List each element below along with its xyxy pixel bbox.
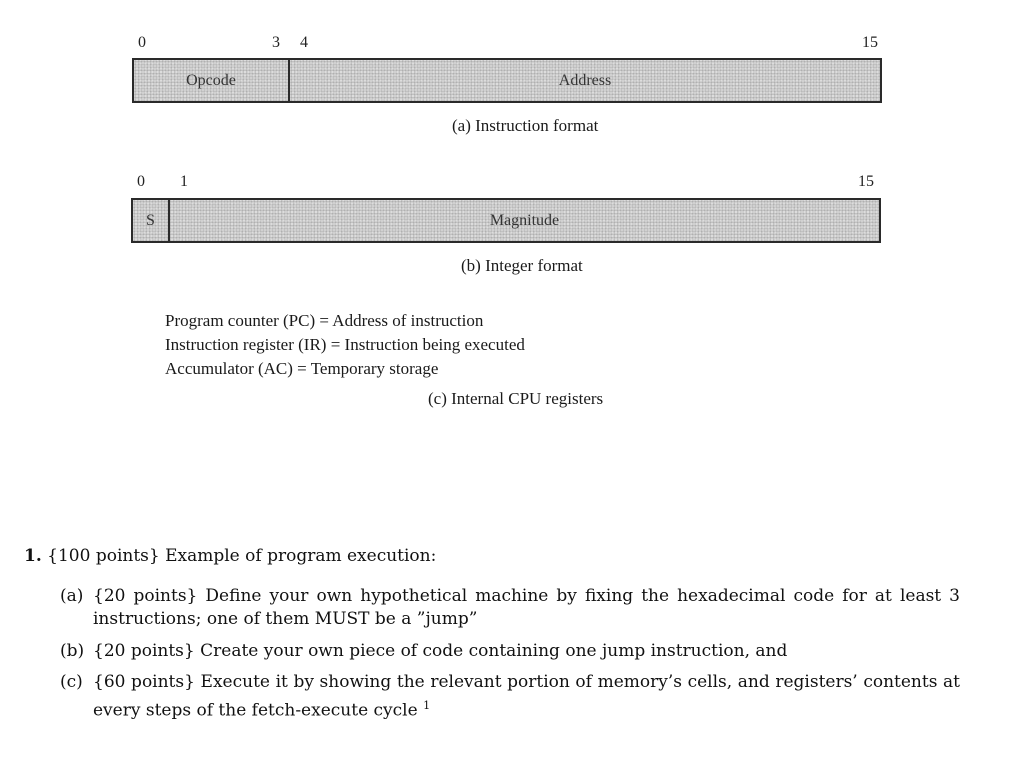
problem-part-b: [60, 640, 960, 663]
problem-number: 1.: [24, 546, 42, 566]
bit-label-0: 0: [138, 34, 146, 51]
register-pc-line: Program counter (PC) = Address of instruction: [165, 311, 484, 330]
sign-field: S: [133, 200, 170, 241]
part-label: (a): [60, 586, 84, 606]
problem-heading: [24, 546, 436, 566]
instruction-format-caption: (a) Instruction format: [452, 116, 599, 135]
bit-label-1: 1: [180, 173, 188, 190]
part-label: (b): [60, 641, 85, 661]
integer-format-caption: (b) Integer format: [461, 256, 583, 275]
register-list: [165, 309, 685, 381]
address-field: Address: [558, 71, 612, 89]
part-text-wrap: [93, 671, 960, 723]
opcode-field: Opcode: [134, 60, 290, 101]
register-ir-line: Instruction register (IR) = Instruction being executed: [165, 335, 525, 354]
integer-box: [131, 198, 881, 243]
cpu-registers-caption: (c) Internal CPU registers: [428, 389, 604, 408]
footnote-marker: 1: [423, 699, 431, 712]
problem-part-a: [60, 585, 960, 631]
register-ac-line: Accumulator (AC) = Temporary storage: [165, 359, 439, 378]
bit-label-15: 15: [858, 173, 874, 190]
bit-label-3: 3: [272, 34, 280, 51]
part-text: {60 points} Execute it by showing the relevant portion of memory’s cells, and registers’ contents at every steps of the fetch-execute cycle: [93, 672, 960, 721]
problem-part-c: [60, 671, 960, 723]
magnitude-field: Magnitude: [489, 211, 560, 229]
part-text: {20 points} Define your own hypothetical machine by fixing the hexadecimal code for at least 3 instructions; one of them MUST be a ”jump”: [93, 586, 960, 629]
problem-intro: {100 points} Example of program execution:: [47, 546, 437, 566]
bit-label-15: 15: [862, 34, 878, 51]
instruction-register-box: [132, 58, 882, 103]
bit-label-4: 4: [300, 34, 308, 51]
part-text: {20 points} Create your own piece of code containing one jump instruction, and: [93, 641, 788, 661]
part-label: (c): [60, 672, 83, 692]
bit-label-0: 0: [137, 173, 145, 190]
